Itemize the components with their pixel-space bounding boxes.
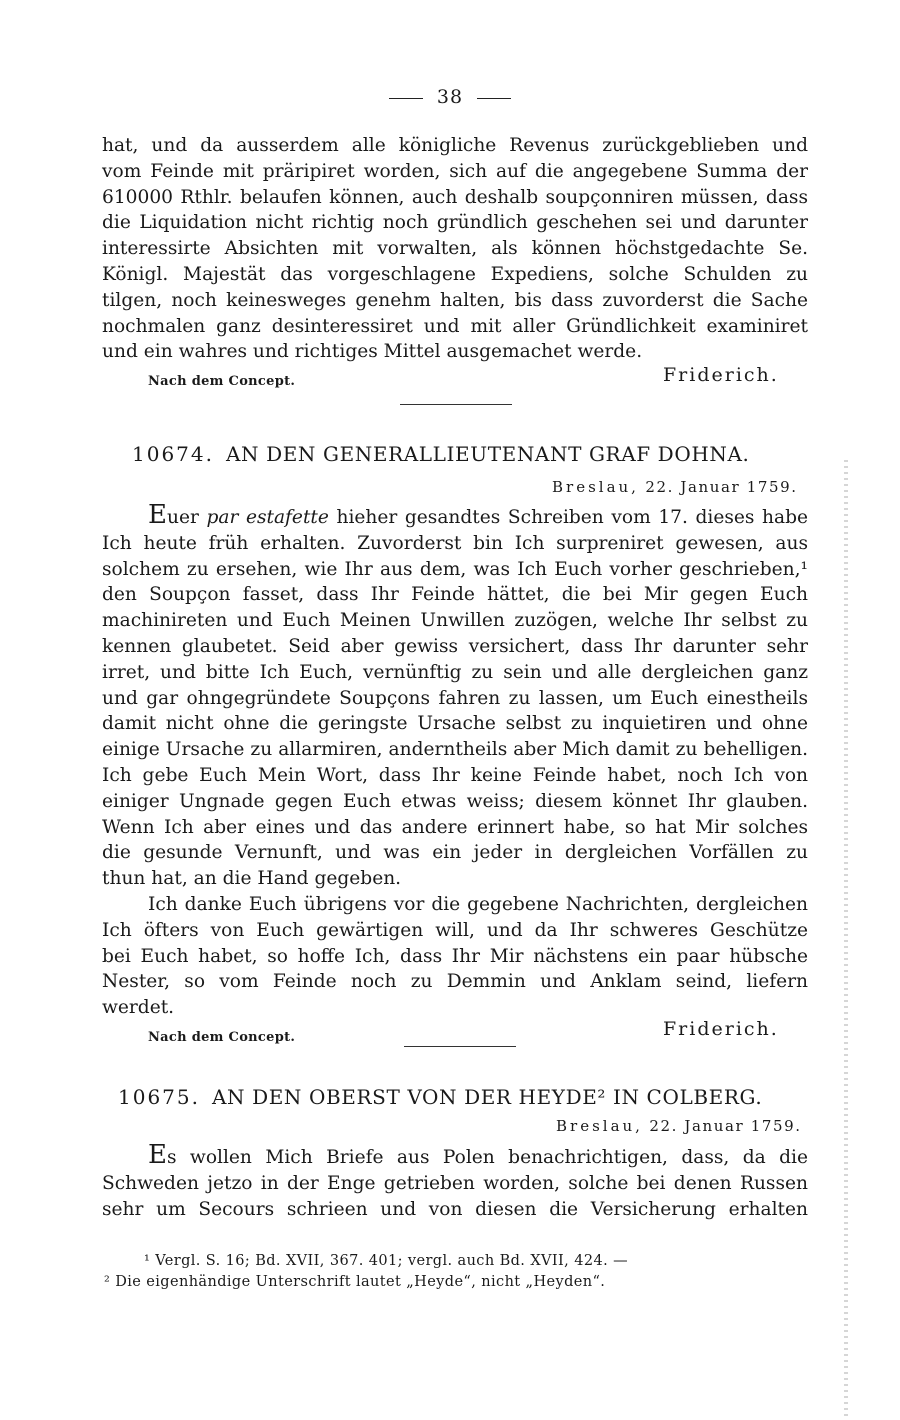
text-line: vom Feinde mit präripiret worden, sich auf die angegebene Summa der	[102, 160, 808, 182]
section-divider	[400, 404, 512, 405]
text-line: die gesunde Vernunft, und was ein jeder in dergleichen Vorfällen zu	[102, 842, 808, 864]
text-line: Schweden jetzo in der Enge getrieben worden, solche bei denen Russen	[102, 1172, 808, 1194]
text-line: interessirte Absichten mit vorwalten, als können höchstgedachte Se.	[102, 238, 808, 260]
letter-date: 22. Januar 1759.	[649, 1117, 802, 1135]
text-line: solchem zu ersehen, wie Ihr aus dem, was Ich Euch vorher geschrieben,¹	[102, 558, 808, 580]
letter-number: 10674.	[132, 442, 214, 466]
letter-title: AN DEN GENERALLIEUTENANT GRAF DOHNA.	[226, 442, 750, 466]
letter-place: Breslau,	[556, 1117, 643, 1135]
text-line: Wenn Ich aber eines und das andere erinnert habe, so hat Mir solches	[102, 816, 808, 838]
intro-paragraph	[102, 133, 808, 365]
footnote: ² Die eigenhändige Unterschrift lautet „Heyde“, nicht „Heyden“.	[104, 1274, 606, 1290]
letter-dateline	[556, 1117, 802, 1135]
letter-body	[102, 1140, 808, 1222]
text-line: einiger Ungnade gegen Euch etwas weiss; diesem könnet Ihr glauben.	[102, 790, 808, 812]
intro-source-note: Nach dem Concept.	[148, 374, 296, 389]
letter-body	[102, 500, 809, 1021]
footnotes	[104, 1251, 814, 1293]
page-number: 38	[436, 86, 464, 108]
text-line: Ich heute früh erhalten. Zuvorderst bin Ich surpreniret gewesen, aus	[102, 532, 808, 554]
text-line: Nester, so vom Feinde noch zu Demmin und Anklam seind, liefern	[102, 971, 808, 993]
text-line: Königl. Majestät das vorgeschlagene Expediens, solche Schulden zu	[102, 263, 808, 285]
letter-place: Breslau,	[552, 478, 639, 496]
letter-number: 10675.	[118, 1085, 200, 1109]
header-dash-right	[477, 98, 511, 99]
text-line: werdet.	[102, 997, 175, 1019]
text-line: und gar ohngegründete Soupçons fahren zu lassen, um Euch einestheils	[102, 687, 808, 709]
letter-dateline	[552, 478, 798, 496]
text-line: Ich öfters von Euch gewärtigen will, und da Ihr schweres Geschütze	[102, 919, 808, 941]
text-line: irret, und bitte Ich Euch, vernünftig zu sein und alle dergleichen ganz	[102, 661, 808, 683]
intro-signature: Friderich.	[663, 364, 779, 386]
letter-paragraph	[102, 500, 809, 892]
header-dash-left	[389, 98, 423, 99]
text-line: bei Euch habet, so hoffe Ich, dass Ihr Mir nächstens ein paar hübsche	[102, 945, 808, 967]
letter-date: 22. Januar 1759.	[645, 478, 798, 496]
text-line: den Soupçon fasset, dass Ihr Feinde hättet, die bei Mir gegen Euch	[102, 584, 808, 606]
text-line: machinireten und Euch Meinen Unwillen zuzögen, welche Ihr selbst zu	[102, 610, 808, 632]
page-edge-shadow	[844, 460, 848, 1420]
footnote: ¹ Vergl. S. 16; Bd. XVII, 367. 401; vergl. auch Bd. XVII, 424. —	[144, 1253, 628, 1269]
text-line: sehr um Secours schrieen und von diesen die Versicherung erhalten	[102, 1198, 808, 1220]
italic-phrase: par estafette	[206, 507, 329, 528]
text-line: kennen glaubetet. Seid aber gewiss versichert, dass Ihr darunter sehr	[102, 635, 808, 657]
letter-paragraph	[102, 892, 808, 1021]
section-divider	[404, 1046, 516, 1047]
text-line: einige Ursache zu allarmiren, anderntheils aber Mich damit zu behelligen.	[102, 739, 808, 761]
letter-first-line: Es wollen Mich Briefe aus Polen benachrichtigen, dass, da die	[148, 1140, 808, 1170]
text-line: und ein wahres und richtiges Mittel ausgemachet werde.	[102, 341, 643, 363]
text-line: tilgen, noch keinesweges genehm halten, bis dass zuvorderst die Sache	[102, 289, 808, 311]
letter-first-line: Euer par estafette hieher gesandtes Schreiben vom 17. dieses habe	[148, 500, 809, 530]
text-line: Ich danke Euch übrigens vor die gegebene Nachrichten, dergleichen	[148, 893, 808, 915]
text-line: thun hat, an die Hand gegeben.	[102, 868, 402, 890]
text-line: nochmalen ganz desinteressiret und mit aller Gründlichkeit examiniret	[102, 315, 808, 337]
letter-signature: Friderich.	[663, 1018, 779, 1040]
page-header	[0, 86, 900, 108]
text-line: 610000 Rthlr. belaufen können, auch deshalb soupçonniren müssen, dass	[102, 186, 808, 208]
letter-source-note: Nach dem Concept.	[148, 1030, 296, 1045]
paragraph	[102, 133, 808, 365]
text-line: Ich gebe Euch Mein Wort, dass Ihr keine Feinde habet, noch Ich von	[102, 764, 808, 786]
letter-paragraph	[102, 1140, 808, 1222]
letter-title: AN DEN OBERST VON DER HEYDE² IN COLBERG.	[212, 1085, 763, 1109]
text-line: damit nicht ohne die geringste Ursache selbst zu inquietiren und ohne	[102, 713, 808, 735]
text-line: die Liquidation nicht richtig noch gründlich geschehen sei und darunter	[102, 212, 808, 234]
text-line: hat, und da ausserdem alle königliche Revenus zurückgeblieben und	[102, 135, 808, 156]
